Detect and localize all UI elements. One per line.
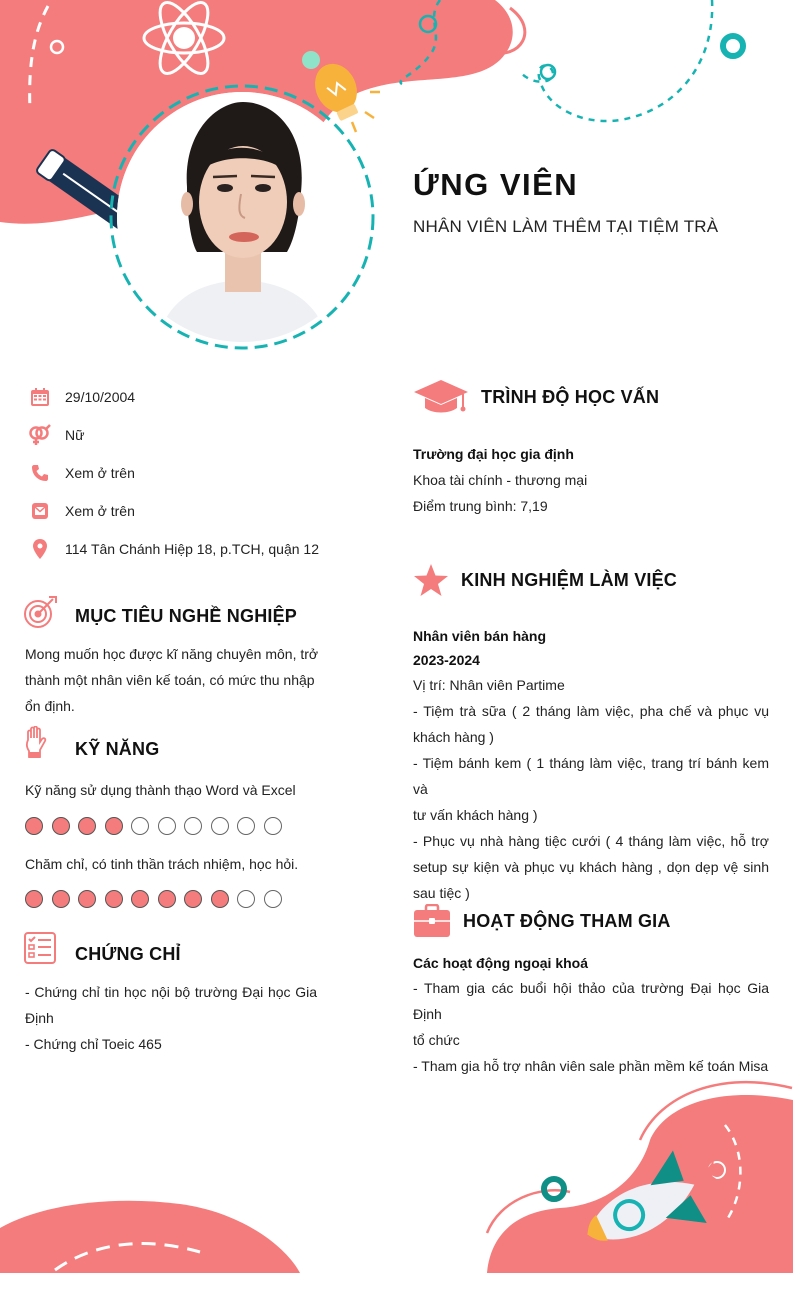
- portrait-image: [117, 92, 367, 342]
- experience-line: tư vấn khách hàng ): [413, 807, 538, 823]
- target-icon: [23, 595, 59, 636]
- phone-icon: [28, 461, 52, 485]
- rating-dot-empty: [131, 817, 149, 835]
- skill-rating: [25, 890, 282, 908]
- rating-dot-empty: [237, 890, 255, 908]
- school-name: Trường đại học gia định: [413, 446, 574, 462]
- rating-dot-filled: [25, 817, 43, 835]
- candidate-role: NHÂN VIÊN LÀM THÊM TẠI TIỆM TRÀ: [413, 217, 719, 236]
- activities-heading: Các hoạt động ngoại khoá: [413, 955, 589, 971]
- rating-dot-filled: [105, 817, 123, 835]
- skills-title: KỸ NĂNG: [75, 739, 160, 759]
- objective-line: Mong muốn học được kĩ năng chuyên môn, trở: [25, 646, 319, 662]
- certificate-line: - Chứng chỉ tin học nội bộ trường Đại học Gia: [25, 984, 317, 1000]
- experience-line: - Tiệm trà sữa ( 2 tháng làm việc, pha chế và phục vụ: [413, 703, 769, 719]
- certificates-title: CHỨNG CHỈ: [75, 944, 181, 964]
- rating-dot-empty: [211, 817, 229, 835]
- contact-phone: [28, 461, 135, 485]
- contact-gender: [28, 423, 84, 447]
- experience-line: khách hàng ): [413, 729, 494, 745]
- skill-rating: [25, 817, 282, 835]
- job-period: 2023-2024: [413, 652, 480, 668]
- email-text: Xem ở trên: [65, 503, 135, 519]
- objective-line: ổn định.: [25, 698, 75, 714]
- experience-line: - Tiệm bánh kem ( 1 tháng làm việc, trang trí bánh kem và: [413, 755, 769, 797]
- checklist-icon: [24, 932, 56, 969]
- birthdate-text: 29/10/2004: [65, 389, 136, 405]
- experience-line: sau tiệc ): [413, 885, 470, 901]
- rating-dot-filled: [25, 890, 43, 908]
- rating-dot-filled: [158, 890, 176, 908]
- job-position: Vị trí: Nhân viên Partime: [413, 677, 565, 693]
- briefcase-icon: [413, 904, 451, 943]
- experience-line: - Phục vụ nhà hàng tiệc cưới ( 4 tháng làm việc, hỗ trợ: [413, 833, 769, 849]
- objective-text: [25, 641, 319, 719]
- rating-dot-empty: [158, 817, 176, 835]
- certificate-line: - Chứng chỉ Toeic 465: [25, 1036, 162, 1052]
- rating-dot-filled: [52, 890, 70, 908]
- candidate-photo: [117, 92, 367, 342]
- hand-icon: [23, 726, 49, 765]
- location-pin-icon: [28, 537, 52, 561]
- rating-dot-filled: [78, 890, 96, 908]
- address-text: 114 Tân Chánh Hiệp 18, p.TCH, quận 12: [65, 541, 319, 557]
- rating-dot-filled: [52, 817, 70, 835]
- star-icon: [413, 563, 449, 602]
- activity-line: - Tham gia các buổi hội thảo của trường Đại học Gia Định: [413, 980, 769, 1022]
- rating-dot-empty: [184, 817, 202, 835]
- gender-icon: [28, 423, 52, 447]
- education-title: TRÌNH ĐỘ HỌC VẤN: [481, 387, 660, 407]
- certificates-text: [25, 979, 317, 1057]
- skill-label: Kỹ năng sử dụng thành thạo Word và Excel: [25, 782, 296, 798]
- education-text: [413, 441, 773, 519]
- objective-title: MỤC TIÊU NGHỀ NGHIỆP: [75, 606, 298, 626]
- certificate-line: Định: [25, 1010, 54, 1026]
- graduation-cap-icon: [413, 378, 469, 419]
- rating-dot-filled: [78, 817, 96, 835]
- experience-text: [413, 624, 769, 906]
- rating-dot-filled: [131, 890, 149, 908]
- rating-dot-empty: [264, 890, 282, 908]
- job-title: Nhân viên bán hàng: [413, 628, 547, 644]
- objective-line: thành một nhân viên kế toán, có mức thu nhập: [25, 672, 315, 688]
- activities-text: [413, 951, 769, 1079]
- contact-birthdate: [28, 385, 135, 409]
- email-icon: [28, 499, 52, 523]
- activities-title: HOẠT ĐỘNG THAM GIA: [463, 911, 671, 931]
- experience-line: setup sự kiện và phục vụ khách hàng , dọn dẹp vệ sinh: [413, 859, 769, 875]
- phone-text: Xem ở trên: [65, 465, 135, 481]
- contact-address: [28, 537, 319, 561]
- activity-line: tổ chức: [413, 1032, 460, 1048]
- rating-dot-filled: [105, 890, 123, 908]
- rating-dot-empty: [237, 817, 255, 835]
- contact-email: [28, 499, 135, 523]
- experience-title: KINH NGHIỆM LÀM VIỆC: [461, 570, 678, 590]
- rating-dot-empty: [264, 817, 282, 835]
- skill-label: Chăm chỉ, có tinh thần trách nhiệm, học hỏi.: [25, 856, 299, 872]
- calendar-icon: [28, 385, 52, 409]
- education-line: Khoa tài chính - thương mại: [413, 472, 588, 488]
- rating-dot-filled: [184, 890, 202, 908]
- gender-text: Nữ: [65, 427, 85, 443]
- candidate-name: ỨNG VIÊN: [413, 167, 579, 202]
- rating-dot-filled: [211, 890, 229, 908]
- education-line: Điểm trung bình: 7,19: [413, 498, 548, 514]
- activity-line: - Tham gia hỗ trợ nhân viên sale phần mềm kế toán Misa: [413, 1058, 769, 1074]
